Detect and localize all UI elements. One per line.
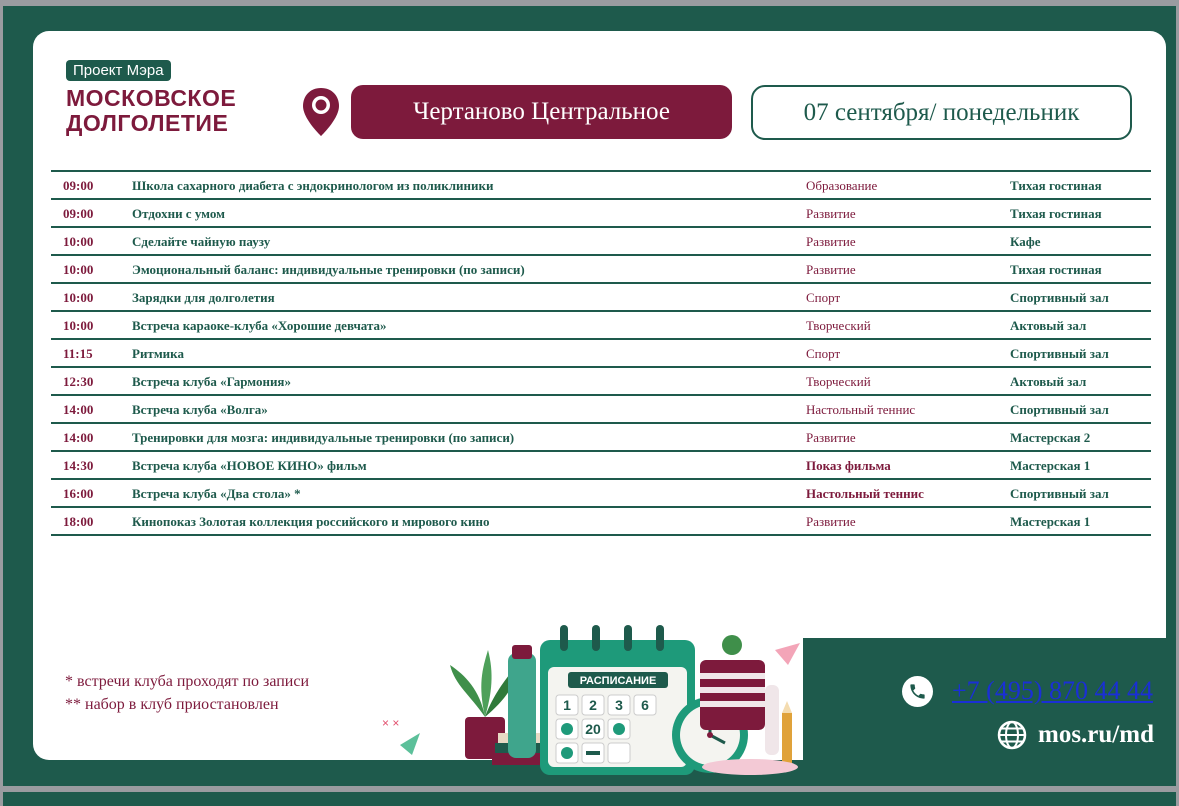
calendar-day: 3: [615, 697, 623, 713]
event-category: Развитие: [806, 234, 856, 249]
event-title: Зарядки для долголетия: [132, 290, 275, 305]
event-room: Актовый зал: [1010, 318, 1087, 333]
event-room: Тихая гостиная: [1010, 178, 1102, 193]
event-title: Сделайте чайную паузу: [132, 234, 271, 249]
schedule-row: [51, 254, 1151, 282]
event-category: Развитие: [806, 430, 856, 445]
event-time: 10:00: [63, 318, 94, 333]
event-category: Развитие: [806, 206, 856, 221]
schedule-row: [51, 478, 1151, 506]
event-title: Тренировки для мозга: индивидуальные тренировки (по записи): [132, 430, 515, 445]
district-label: Чертаново Центральное: [351, 85, 732, 139]
phone-link[interactable]: +7 (495) 870 44 44: [952, 676, 1153, 705]
website-label: mos.ru/md: [1038, 721, 1154, 748]
calendar-day: 1: [563, 697, 571, 713]
schedule-illustration: [370, 605, 830, 785]
event-time: 12:30: [63, 374, 94, 389]
logo: [66, 60, 236, 136]
event-room: Мастерская 1: [1010, 514, 1091, 529]
date-label: 07 сентября/ понедельник: [751, 85, 1132, 140]
event-time: 10:00: [63, 234, 94, 249]
event-category: Развитие: [806, 262, 856, 277]
event-time: 16:00: [63, 486, 94, 501]
phone-icon: [902, 676, 933, 707]
event-title: Эмоциональный баланс: индивидуальные тренировки (по записи): [132, 262, 525, 277]
footnotes: [65, 670, 309, 716]
schedule-row: [51, 338, 1151, 366]
event-title: Встреча караоке-клуба «Хорошие девчата»: [132, 318, 387, 333]
event-category: Развитие: [806, 514, 856, 529]
event-category: Творческий: [806, 374, 871, 389]
location-pin-icon: [300, 86, 342, 138]
event-time: 10:00: [63, 262, 94, 277]
contact-band: [803, 638, 1176, 786]
logo-line-2: ДОЛГОЛЕТИЕ: [66, 110, 229, 136]
schedule-table: [51, 170, 1151, 536]
globe-icon: [996, 719, 1028, 751]
schedule-row: [51, 226, 1151, 254]
bottom-strip: [3, 792, 1176, 806]
calendar-day: 2: [589, 697, 597, 713]
schedule-row: [51, 366, 1151, 394]
event-room: Мастерская 1: [1010, 458, 1091, 473]
schedule-row: [51, 450, 1151, 478]
event-category: Спорт: [806, 346, 841, 361]
website-contact: [996, 718, 1154, 752]
event-category: Спорт: [806, 290, 841, 305]
event-room: Тихая гостиная: [1010, 206, 1102, 221]
event-title: Школа сахарного диабета с эндокринологом из поликлиники: [132, 178, 494, 193]
schedule-row: [51, 170, 1151, 198]
event-category: Настольный теннис: [806, 402, 916, 417]
event-title: Отдохни с умом: [132, 206, 225, 221]
event-title: Встреча клуба «Гармония»: [132, 374, 291, 389]
event-time: 14:30: [63, 458, 94, 473]
schedule-row: [51, 198, 1151, 226]
event-category: Образование: [806, 178, 878, 193]
event-room: Тихая гостиная: [1010, 262, 1102, 277]
event-time: 14:00: [63, 430, 94, 445]
event-room: Спортивный зал: [1010, 486, 1109, 501]
event-title: Встреча клуба «Волга»: [132, 402, 268, 417]
phone-contact: [902, 674, 1153, 708]
event-time: 18:00: [63, 514, 94, 529]
svg-text:× ×: × ×: [382, 716, 400, 730]
event-title: Ритмика: [132, 346, 184, 361]
event-room: Спортивный зал: [1010, 346, 1109, 361]
event-category: Творческий: [806, 318, 871, 333]
calendar-illustration: [540, 625, 695, 775]
event-time: 11:15: [63, 346, 93, 361]
logo-badge: Проект Мэра: [66, 60, 171, 81]
event-time: 10:00: [63, 290, 94, 305]
event-room: Спортивный зал: [1010, 290, 1109, 305]
calendar-day: 20: [585, 721, 601, 737]
event-room: Мастерская 2: [1010, 430, 1091, 445]
schedule-row: [51, 394, 1151, 422]
event-title: Встреча клуба «Два стола» *: [132, 486, 301, 501]
event-time: 14:00: [63, 402, 94, 417]
event-category: Показ фильма: [806, 458, 891, 473]
event-category: Настольный теннис: [806, 486, 924, 501]
schedule-row: [51, 282, 1151, 310]
event-room: Спортивный зал: [1010, 402, 1109, 417]
footnote-registration: * встречи клуба проходят по записи: [65, 673, 309, 690]
event-title: Встреча клуба «НОВОЕ КИНО» фильм: [132, 458, 367, 473]
schedule-row: [51, 310, 1151, 338]
calendar-day: 6: [641, 697, 649, 713]
logo-line-1: МОСКОВСКОЕ: [66, 85, 237, 111]
schedule-row: [51, 422, 1151, 450]
event-room: Актовый зал: [1010, 374, 1087, 389]
schedule-row: [51, 506, 1151, 536]
event-time: 09:00: [63, 206, 94, 221]
footnote-suspended: ** набор в клуб приостановлен: [65, 696, 279, 713]
event-room: Кафе: [1010, 234, 1041, 249]
event-time: 09:00: [63, 178, 94, 193]
calendar-header-label: РАСПИСАНИЕ: [579, 675, 657, 687]
event-title: Кинопоказ Золотая коллекция российского и мирового кино: [132, 514, 490, 529]
